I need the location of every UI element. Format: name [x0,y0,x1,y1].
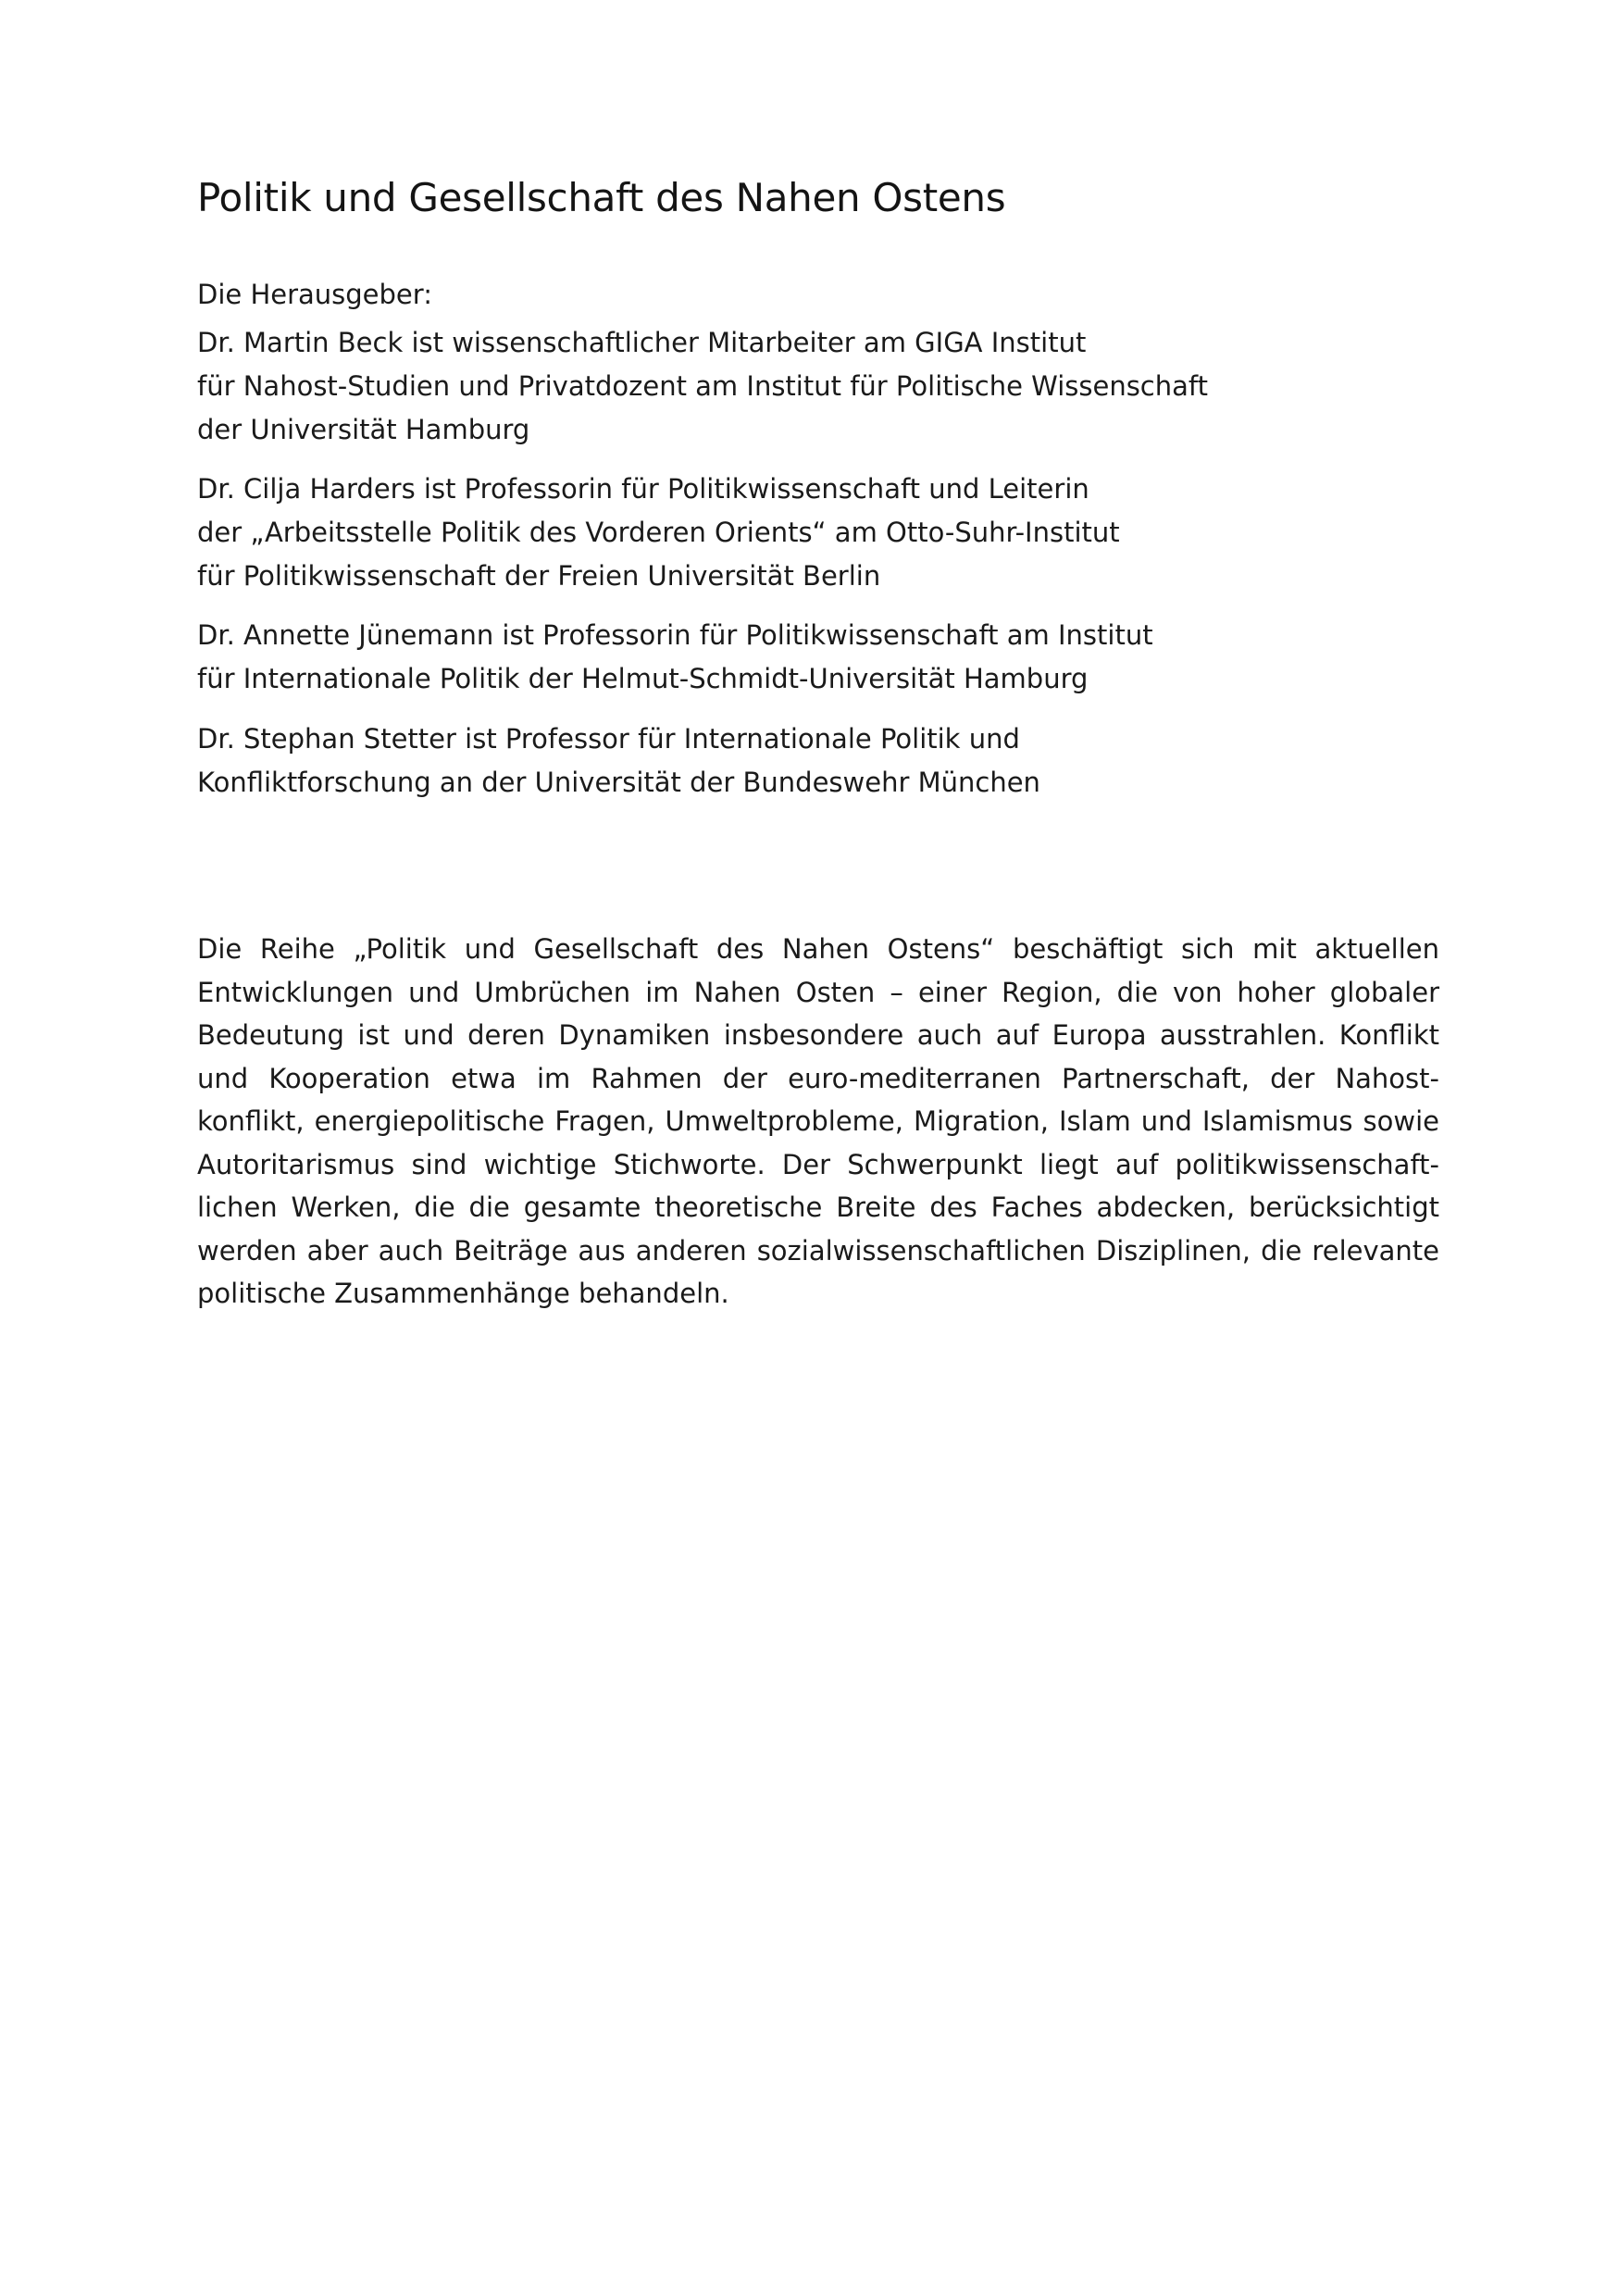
editor-line: Dr. Stephan Stetter ist Professor für Internationale Politik und [197,723,1020,755]
editor-line: für Nahost-Studien und Privatdozent am Institut für Politische Wissenschaft [197,370,1208,402]
editors-label: Die Herausgeber: [197,279,432,310]
editor-line: der Universität Hamburg [197,414,530,445]
editor-entry-stetter [197,718,1040,805]
description-line: werden aber auch Beiträge aus anderen sozialwissenschaftlichen Disziplinen, die relevante [197,1234,1439,1267]
editor-line: für Politikwissenschaft der Freien Universität Berlin [197,560,881,592]
description-line: Autoritarismus sind wichtige Stichworte. Der Schwerpunkt liegt auf politikwissenschaft- [197,1148,1439,1180]
editor-line: der „Arbeitsstelle Politik des Vorderen Orients“ am Otto-Suhr-Institut [197,517,1120,548]
editor-line: Konfliktforschung an der Universität der Bundeswehr München [197,767,1040,798]
editor-entry-juenemann [197,614,1153,701]
description-line: politische Zusammenhänge behandeln. [197,1278,729,1309]
editor-line: Dr. Cilja Harders ist Professorin für Politikwissenschaft und Leiterin [197,473,1089,505]
editor-entry-harders [197,468,1120,598]
series-description [197,928,1439,1316]
description-line: Die Reihe „Politik und Gesellschaft des Nahen Ostens“ beschäftigt sich mit aktuellen [197,933,1439,965]
editor-entry-beck [197,321,1208,452]
description-line: lichen Werken, die die gesamte theoretische Breite des Faches abdecken, berücksichtigt [197,1192,1439,1223]
series-title: Politik und Gesellschaft des Nahen Ostens [197,175,1006,220]
description-line: Bedeutung ist und deren Dynamiken insbesondere auch auf Europa ausstrahlen. Konflikt [197,1019,1439,1051]
description-line: konflikt, energiepolitische Fragen, Umweltprobleme, Migration, Islam und Islamismus sowie [197,1105,1439,1137]
editor-line: für Internationale Politik der Helmut-Schmidt-Universität Hamburg [197,663,1089,694]
editor-line: Dr. Martin Beck ist wissenschaftlicher Mitarbeiter am GIGA Institut [197,327,1087,358]
description-line: und Kooperation etwa im Rahmen der euro-mediterranen Partnerschaft, der Nahost- [197,1062,1439,1094]
description-line: Entwicklungen und Umbrüchen im Nahen Osten – einer Region, die von hoher globaler [197,976,1439,1008]
editor-line: Dr. Annette Jünemann ist Professorin für Politikwissenschaft am Institut [197,619,1153,651]
